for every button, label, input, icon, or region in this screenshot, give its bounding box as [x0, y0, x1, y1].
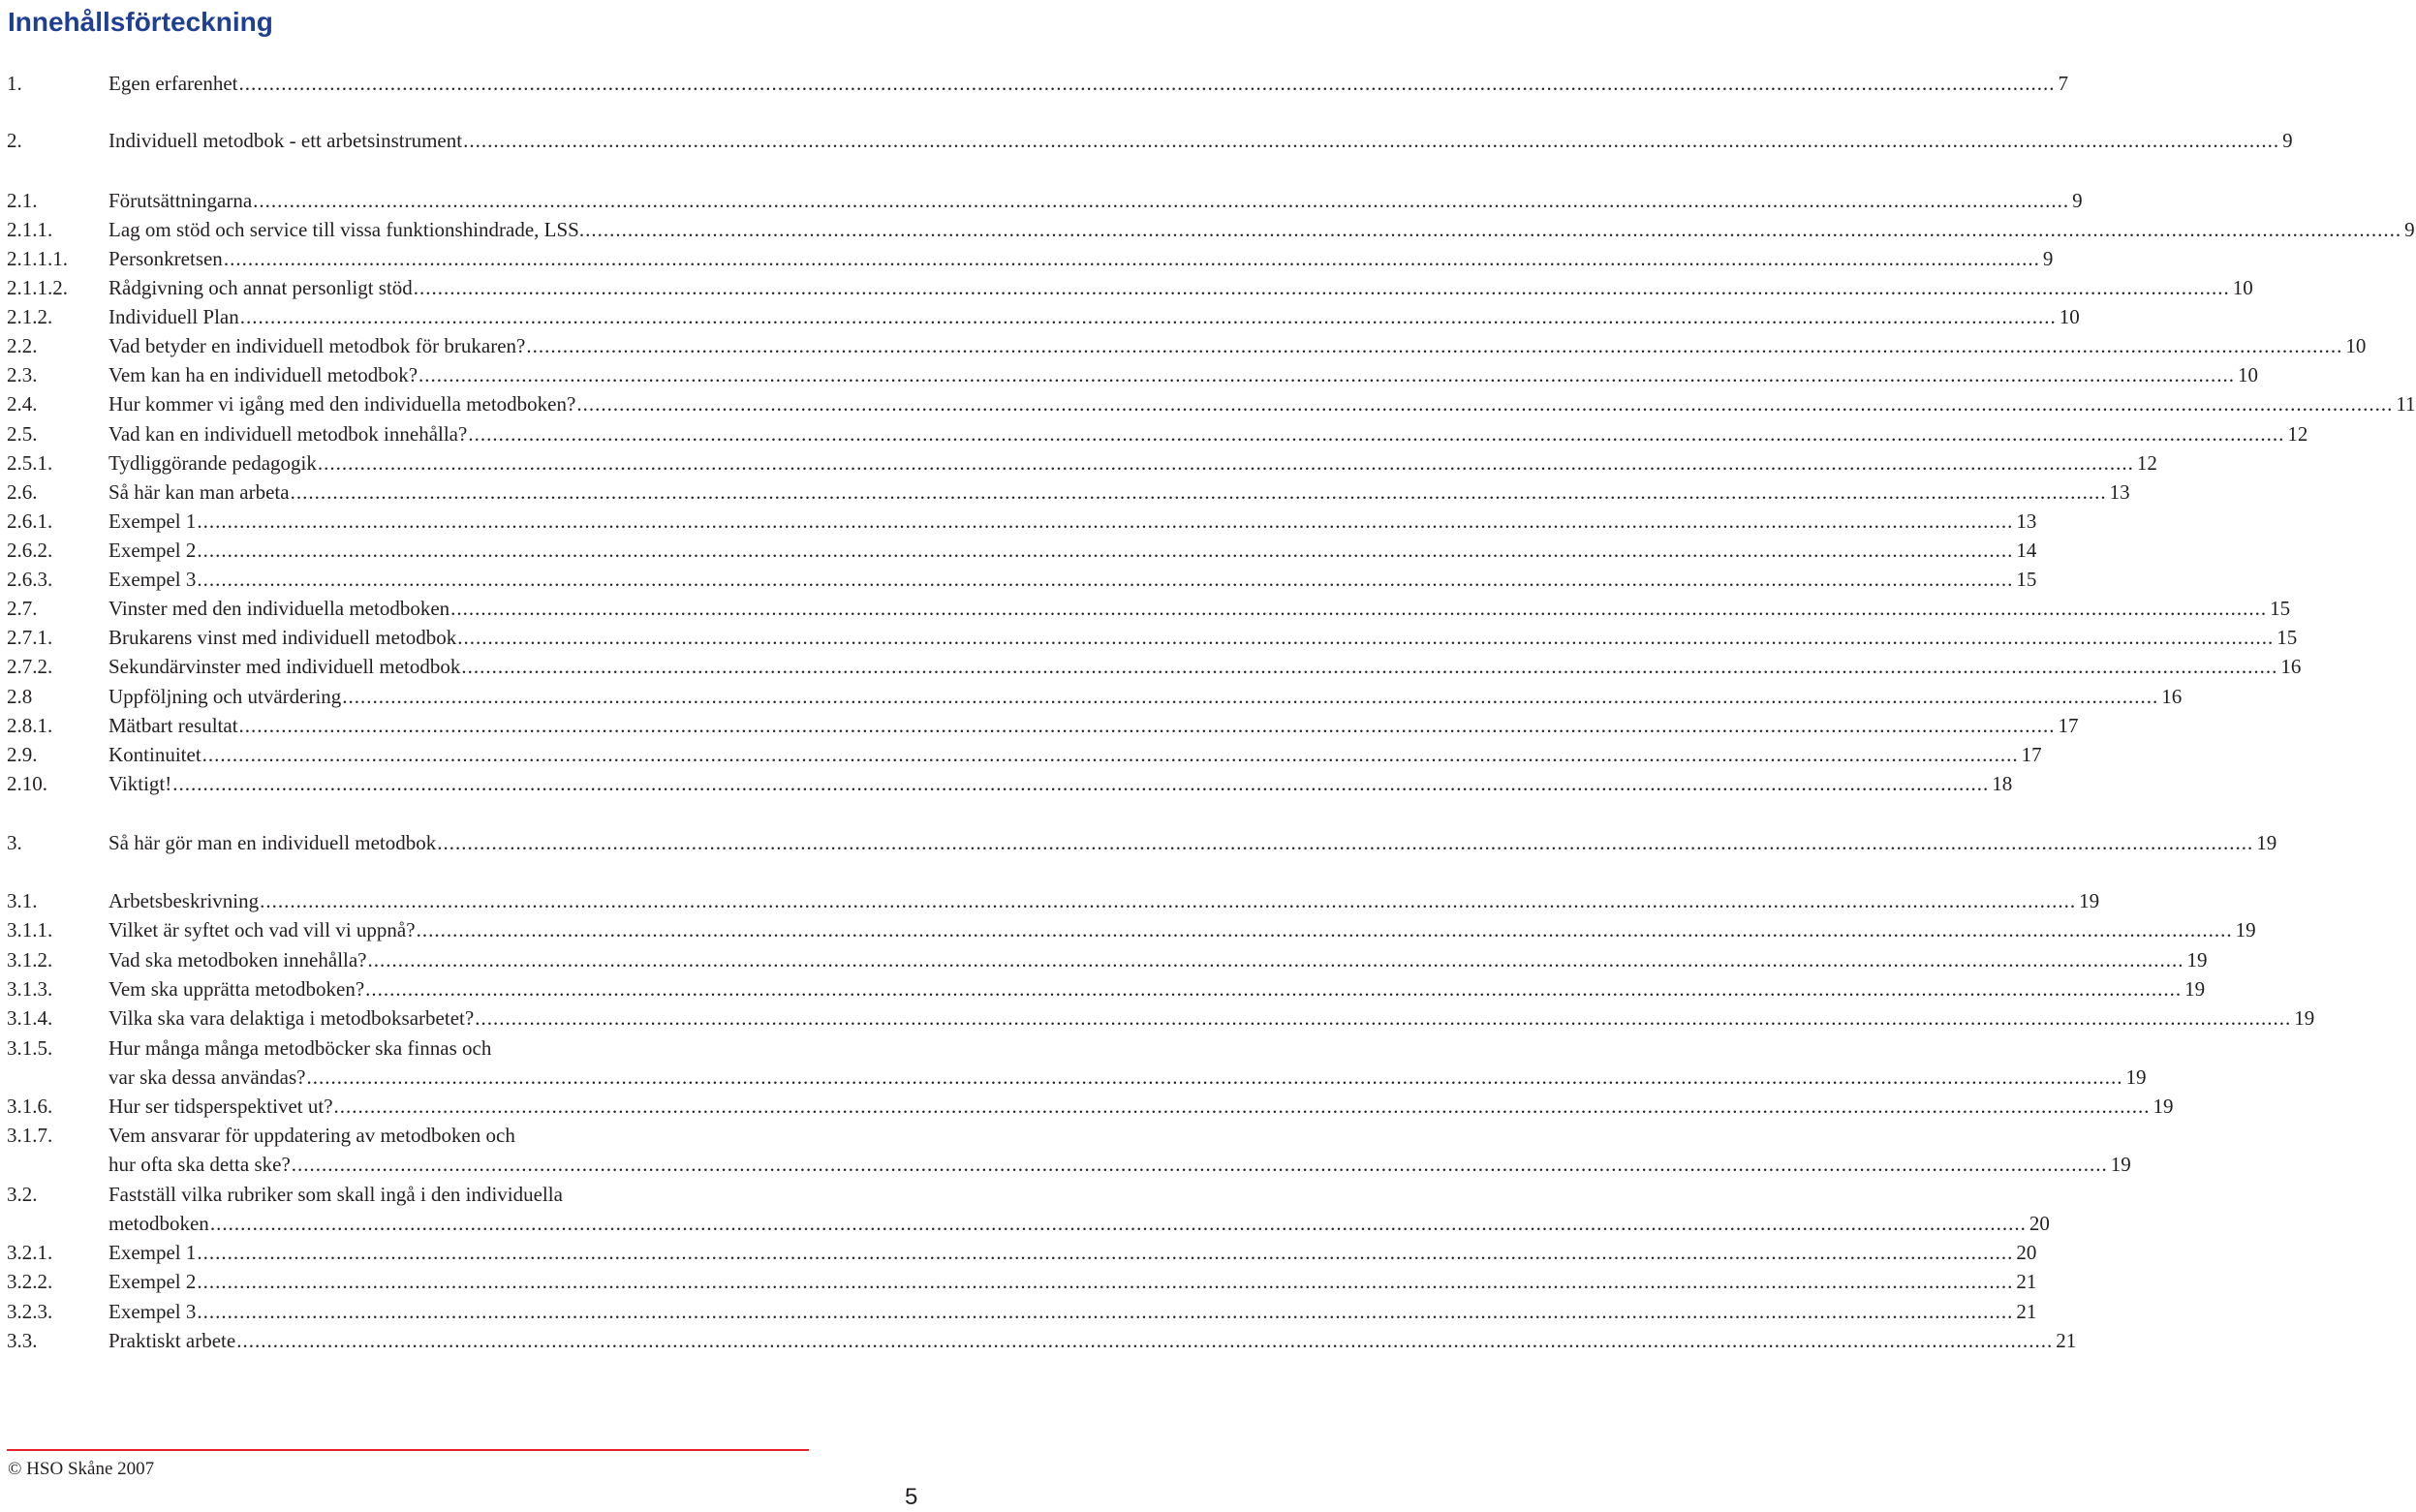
- toc-entry-number: 2.2.: [7, 334, 38, 357]
- toc-entry: [0, 710, 2079, 741]
- toc-entry-title: Praktiskt arbete: [108, 1329, 236, 1352]
- toc-entry-title: Vad ska metodboken innehålla?: [108, 948, 367, 972]
- toc-entry-title: Kontinuitet: [108, 743, 201, 766]
- toc-entry-title: Exempel 3: [108, 568, 197, 591]
- toc-entry-number: 2.8: [7, 685, 33, 708]
- footer-copyright: © HSO Skåne 2007: [8, 1459, 155, 1479]
- toc-entry-title: var ska dessa användas?: [108, 1065, 306, 1089]
- toc-entry-page: 10: [2238, 363, 2259, 386]
- dot-leader: ............................................................................................................................................................................................................................................................................................................: [416, 918, 2233, 941]
- toc-entry-row: [108, 535, 2037, 566]
- dot-leader: ............................................................................................................................................................................................................................................................................................................: [367, 948, 2184, 972]
- dot-leader: ............................................................................................................................................................................................................................................................................................................: [306, 1065, 2123, 1089]
- toc-entry-number: 3.2.1.: [7, 1241, 53, 1264]
- toc-entry-number: 3.: [7, 831, 22, 854]
- dot-leader: ............................................................................................................................................................................................................................................................................................................: [475, 1006, 2292, 1030]
- dot-leader: ............................................................................................................................................................................................................................................................................................................: [457, 626, 2275, 649]
- toc-entry: [0, 359, 2259, 390]
- toc-entry: [0, 1120, 2131, 1176]
- toc-entry-page: 10: [2232, 276, 2253, 299]
- dot-leader: ............................................................................................................................................................................................................................................................................................................: [317, 451, 2134, 475]
- toc-entry-row: [108, 885, 2100, 916]
- toc-entry-number: 3.1.5.: [7, 1036, 53, 1060]
- toc-entry-row: [108, 214, 2415, 245]
- toc-entry-title: Individuell Plan: [108, 305, 239, 328]
- toc-entry: [0, 651, 2302, 682]
- dot-leader: ............................................................................................................................................................................................................................................................................................................: [239, 305, 2057, 328]
- toc-entry-row: [108, 1266, 2037, 1297]
- toc-entry-page: 21: [2056, 1329, 2077, 1352]
- toc-entry: [0, 68, 2068, 99]
- dot-leader: ............................................................................................................................................................................................................................................................................................................: [413, 276, 2230, 299]
- toc-entry-number: 3.1.3.: [7, 977, 53, 1001]
- toc-entry-title: Brukarens vinst med individuell metodbok: [108, 626, 457, 649]
- toc-entry-number: 2.9.: [7, 743, 38, 766]
- dot-leader: ............................................................................................................................................................................................................................................................................................................: [238, 714, 2056, 737]
- dot-leader: ............................................................................................................................................................................................................................................................................................................: [209, 1212, 2027, 1235]
- dot-leader: ............................................................................................................................................................................................................................................................................................................: [437, 831, 2254, 854]
- toc-entry-title: Vinster med den individuella metodboken: [108, 597, 450, 620]
- dot-leader: ............................................................................................................................................................................................................................................................................................................: [172, 772, 1990, 795]
- toc-entry-row: [108, 914, 2256, 945]
- toc-entry-title: Arbetsbeskrivning: [108, 889, 260, 912]
- toc-entry-number: 3.1.: [7, 889, 38, 912]
- toc-entry: [0, 1296, 2037, 1327]
- toc-entry: [0, 827, 2277, 858]
- toc-entry-title-line: Fastställ vilka rubriker som skall ingå i den individuella: [108, 1183, 563, 1206]
- toc-entry-number: 2.6.2.: [7, 539, 53, 562]
- toc-entry-number: 2.7.: [7, 597, 38, 620]
- toc-entry-page: 9: [2282, 129, 2293, 152]
- toc-entry-page: 13: [2109, 480, 2130, 504]
- toc-entry-page: 20: [2016, 1241, 2037, 1264]
- toc-entry-number: 2.1.1.1.: [7, 247, 68, 270]
- toc-entry-number: 2.6.1.: [7, 509, 53, 533]
- toc-entry-title: Hur ser tidsperspektivet ut?: [108, 1095, 333, 1118]
- toc-entry-title: Så här gör man en individuell metodbok: [108, 831, 437, 854]
- toc-entry-number: 2.6.: [7, 480, 38, 504]
- toc-entry: [0, 681, 2183, 712]
- toc-entry-title: Viktigt!: [108, 772, 172, 795]
- toc-entry-title: Så här kan man arbeta: [108, 480, 290, 504]
- toc-entry-number: 2.7.1.: [7, 626, 53, 649]
- toc-entry-title-line: Vem ansvarar för uppdatering av metodboken och: [108, 1124, 515, 1147]
- toc-entry: [0, 301, 2080, 332]
- toc-entry-page: 19: [2110, 1153, 2131, 1176]
- toc-entry-row: [108, 272, 2253, 303]
- toc-entry-page: 14: [2016, 539, 2037, 562]
- toc-entry-number: 3.2.3.: [7, 1300, 53, 1323]
- toc-entry: [0, 418, 2308, 449]
- dot-leader: ............................................................................................................................................................................................................................................................................................................: [236, 1329, 2054, 1352]
- toc-entry: [0, 214, 2415, 245]
- toc-entry: [0, 593, 2291, 624]
- toc-entry-page: 12: [2287, 422, 2308, 446]
- toc-entry-number: 3.1.1.: [7, 918, 53, 941]
- toc-entry-page: 15: [2277, 626, 2298, 649]
- toc-entry-title: hur ofta ska detta ske?: [108, 1153, 291, 1176]
- dot-leader: ............................................................................................................................................................................................................................................................................................................: [526, 334, 2343, 357]
- toc-entry-number: 3.2.2.: [7, 1270, 53, 1293]
- toc-entry-number: 2.3.: [7, 363, 38, 386]
- toc-entry: [0, 535, 2037, 566]
- toc-entry-number: 3.1.6.: [7, 1095, 53, 1118]
- toc-entry-row: [108, 739, 2042, 770]
- toc-entry-row: [108, 681, 2183, 712]
- toc-entry-row: [108, 1062, 2147, 1093]
- toc-entry-row: [108, 330, 2367, 361]
- dot-leader: ............................................................................................................................................................................................................................................................................................................: [197, 568, 2014, 591]
- toc-entry-row: [108, 944, 2208, 975]
- toc-entry-row: [108, 477, 2130, 508]
- toc-entry: [0, 1091, 2174, 1122]
- toc-entry-page: 19: [2153, 1095, 2174, 1118]
- toc-entry-number: 2.4.: [7, 392, 38, 416]
- toc-entry: [0, 1237, 2037, 1268]
- toc-entry-title: Vad kan en individuell metodbok innehålla?: [108, 422, 468, 446]
- dot-leader: ............................................................................................................................................................................................................................................................................................................: [201, 743, 2019, 766]
- toc-entry: [0, 1003, 2315, 1034]
- toc-entry: [0, 885, 2100, 916]
- toc-entry-page: 13: [2016, 509, 2037, 533]
- dot-leader: ............................................................................................................................................................................................................................................................................................................: [365, 977, 2183, 1001]
- toc-entry-row: [108, 447, 2157, 478]
- toc-entry-page: 9: [2072, 189, 2083, 212]
- dot-leader: ............................................................................................................................................................................................................................................................................................................: [290, 480, 2107, 504]
- toc-entry-title: Egen erfarenhet: [108, 72, 238, 95]
- toc-entry-row: [108, 243, 2054, 274]
- toc-entry-row: [108, 418, 2308, 449]
- toc-entry-number: 3.3.: [7, 1329, 38, 1352]
- toc-entry-number: 1.: [7, 72, 22, 95]
- dot-leader: ............................................................................................................................................................................................................................................................................................................: [223, 247, 2040, 270]
- toc-entry-row: [108, 768, 2013, 799]
- toc-entry-page: 17: [2058, 714, 2079, 737]
- toc-entry-row: [108, 564, 2037, 595]
- toc-entry-title: Vilka ska vara delaktiga i metodboksarbetet?: [108, 1006, 475, 1030]
- toc-entry-number: 2.5.: [7, 422, 38, 446]
- toc-entry-row: [108, 185, 2083, 216]
- toc-entry-row: [108, 301, 2080, 332]
- toc-entry-row: [108, 1003, 2315, 1034]
- toc-entry-title: Rådgivning och annat personligt stöd: [108, 276, 413, 299]
- dot-leader: ............................................................................................................................................................................................................................................................................................................: [197, 539, 2014, 562]
- dot-leader: ............................................................................................................................................................................................................................................................................................................: [197, 1300, 2014, 1323]
- toc-entry-page: 12: [2136, 451, 2157, 475]
- toc-entry-row: [108, 506, 2037, 537]
- toc-entry-title: Lag om stöd och service till vissa funktionshindrade, LSS.: [108, 218, 585, 241]
- toc-entry: [0, 330, 2367, 361]
- toc-entry: [0, 447, 2157, 478]
- toc-entry: [0, 739, 2042, 770]
- dot-leader: ............................................................................................................................................................................................................................................................................................................: [342, 685, 2159, 708]
- toc-entry-title: Sekundärvinster med individuell metodbok: [108, 655, 461, 678]
- toc-entry-page: 17: [2021, 743, 2042, 766]
- toc-entry-number: 2.1.1.2.: [7, 276, 68, 299]
- toc-entry-row: [108, 651, 2302, 682]
- toc-entry-row: [108, 388, 2416, 419]
- toc-entry-row: [108, 827, 2277, 858]
- toc-entry: [0, 243, 2054, 274]
- dot-leader: ............................................................................................................................................................................................................................................................................................................: [197, 1241, 2014, 1264]
- toc-entry-title: Exempel 2: [108, 539, 197, 562]
- toc-entry-title: Vem kan ha en individuell metodbok?: [108, 363, 418, 386]
- toc-entry-title: Mätbart resultat: [108, 714, 238, 737]
- toc-entry-row: [108, 1149, 2131, 1180]
- dot-leader: ............................................................................................................................................................................................................................................................................................................: [418, 363, 2236, 386]
- toc-entry-title: Vad betyder en individuell metodbok för brukaren?: [108, 334, 526, 357]
- page-number: 5: [905, 1484, 918, 1510]
- toc-entry-title: Exempel 2: [108, 1270, 197, 1293]
- toc-entry-page: 11: [2396, 392, 2416, 416]
- toc-entry: [0, 973, 2206, 1004]
- toc-entry-row: [108, 593, 2291, 624]
- toc-entry-row: [108, 710, 2079, 741]
- toc-entry-title: Individuell metodbok - ett arbetsinstrument: [108, 129, 463, 152]
- toc-entry-title: Tydliggörande pedagogik: [108, 451, 317, 475]
- toc-entry-row: [108, 125, 2293, 156]
- toc-entry-title: Personkretsen: [108, 247, 223, 270]
- dot-leader: ............................................................................................................................................................................................................................................................................................................: [238, 72, 2056, 95]
- toc-entry: [0, 768, 2013, 799]
- dot-leader: ............................................................................................................................................................................................................................................................................................................: [576, 392, 2394, 416]
- toc-entry-number: 2.5.1.: [7, 451, 53, 475]
- dot-leader: ............................................................................................................................................................................................................................................................................................................: [450, 597, 2268, 620]
- toc-entry: [0, 125, 2293, 156]
- toc-entry-page: 19: [2079, 889, 2100, 912]
- dot-leader: ............................................................................................................................................................................................................................................................................................................: [253, 189, 2070, 212]
- toc-entry: [0, 1325, 2077, 1356]
- toc-entry-page: 16: [2161, 685, 2183, 708]
- toc-entry-title: Vilket är syftet och vad vill vi uppnå?: [108, 918, 416, 941]
- toc-entry-page: 19: [2186, 948, 2208, 972]
- toc-entry-number: 3.1.7.: [7, 1124, 53, 1147]
- toc-entry-title: metodboken: [108, 1212, 209, 1235]
- toc-entry-page: 21: [2016, 1300, 2037, 1323]
- toc-entry-number: 2.1.2.: [7, 305, 53, 328]
- toc-entry: [0, 477, 2130, 508]
- toc-entry-page: 19: [2125, 1065, 2147, 1089]
- toc-entry-page: 19: [2294, 1006, 2315, 1030]
- toc-entry: [0, 1266, 2037, 1297]
- dot-leader: ............................................................................................................................................................................................................................................................................................................: [468, 422, 2285, 446]
- dot-leader: ............................................................................................................................................................................................................................................................................................................: [463, 129, 2280, 152]
- page-title: Innehållsförteckning: [8, 7, 273, 37]
- toc-entry-page: 10: [2345, 334, 2367, 357]
- toc-entry-row: [108, 1296, 2037, 1327]
- toc-entry-page: 9: [2042, 247, 2054, 270]
- toc-entry: [0, 1179, 2050, 1235]
- dot-leader: ............................................................................................................................................................................................................................................................................................................: [260, 889, 2077, 912]
- toc-entry-page: 21: [2016, 1270, 2037, 1293]
- toc-entry-number: 2.10.: [7, 772, 47, 795]
- toc-entry-page: 18: [1992, 772, 2013, 795]
- toc-entry-title: Exempel 1: [108, 1241, 197, 1264]
- dot-leader: ............................................................................................................................................................................................................................................................................................................: [197, 1270, 2014, 1293]
- dot-leader: ............................................................................................................................................................................................................................................................................................................: [197, 509, 2014, 533]
- toc-entry: [0, 272, 2253, 303]
- dot-leader: ............................................................................................................................................................................................................................................................................................................: [585, 218, 2402, 241]
- toc-entry-number: 2.1.1.: [7, 218, 53, 241]
- toc-entry-number: 3.1.4.: [7, 1006, 53, 1030]
- dot-leader: ............................................................................................................................................................................................................................................................................................................: [333, 1095, 2151, 1118]
- toc-entry-title: Vem ska upprätta metodboken?: [108, 977, 365, 1001]
- toc-entry-page: 9: [2404, 218, 2415, 241]
- toc-entry: [0, 914, 2256, 945]
- toc-entry: [0, 1033, 2147, 1089]
- toc-entry-number: 2.1.: [7, 189, 38, 212]
- toc-entry-number: 3.2.: [7, 1183, 38, 1206]
- toc-entry-row: [108, 68, 2068, 99]
- toc-entry: [0, 622, 2298, 653]
- toc-entry: [0, 564, 2037, 595]
- toc-entry-row: [108, 1237, 2037, 1268]
- toc-entry-title: Exempel 1: [108, 509, 197, 533]
- toc-entry-page: 10: [2059, 305, 2080, 328]
- toc-entry-page: 7: [2058, 72, 2068, 95]
- toc-entry-title: Uppföljning och utvärdering: [108, 685, 342, 708]
- toc-entry-number: 2.7.2.: [7, 655, 53, 678]
- toc-entry-row: [108, 359, 2259, 390]
- toc-entry-page: 20: [2029, 1212, 2050, 1235]
- toc-entry-row: [108, 973, 2206, 1004]
- toc-entry-page: 19: [2235, 918, 2256, 941]
- toc-entry-page: 15: [2016, 568, 2037, 591]
- toc-entry-row: [108, 1208, 2050, 1239]
- toc-entry-number: 3.1.2.: [7, 948, 53, 972]
- toc-entry-title: Hur kommer vi igång med den individuella metodboken?: [108, 392, 576, 416]
- toc-entry-page: 19: [2184, 977, 2206, 1001]
- toc-entry-title-line: Hur många många metodböcker ska finnas och: [108, 1036, 492, 1060]
- toc-entry-row: [108, 1325, 2077, 1356]
- toc-entry-title: Förutsättningarna: [108, 189, 253, 212]
- dot-leader: ............................................................................................................................................................................................................................................................................................................: [461, 655, 2278, 678]
- toc-entry-page: 16: [2280, 655, 2302, 678]
- toc-entry-number: 2.6.3.: [7, 568, 53, 591]
- toc-entry: [0, 944, 2208, 975]
- toc-entry-row: [108, 1091, 2174, 1122]
- toc-entry: [0, 388, 2416, 419]
- toc-entry-number: 2.: [7, 129, 22, 152]
- toc-entry: [0, 185, 2083, 216]
- toc-entry-title: Exempel 3: [108, 1300, 197, 1323]
- footer-divider: [7, 1449, 809, 1451]
- dot-leader: ............................................................................................................................................................................................................................................................................................................: [291, 1153, 2108, 1176]
- toc-entry-number: 2.8.1.: [7, 714, 53, 737]
- toc-entry-page: 19: [2256, 831, 2277, 854]
- toc-entry-page: 15: [2270, 597, 2291, 620]
- toc-entry: [0, 506, 2037, 537]
- toc-entry-row: [108, 622, 2298, 653]
